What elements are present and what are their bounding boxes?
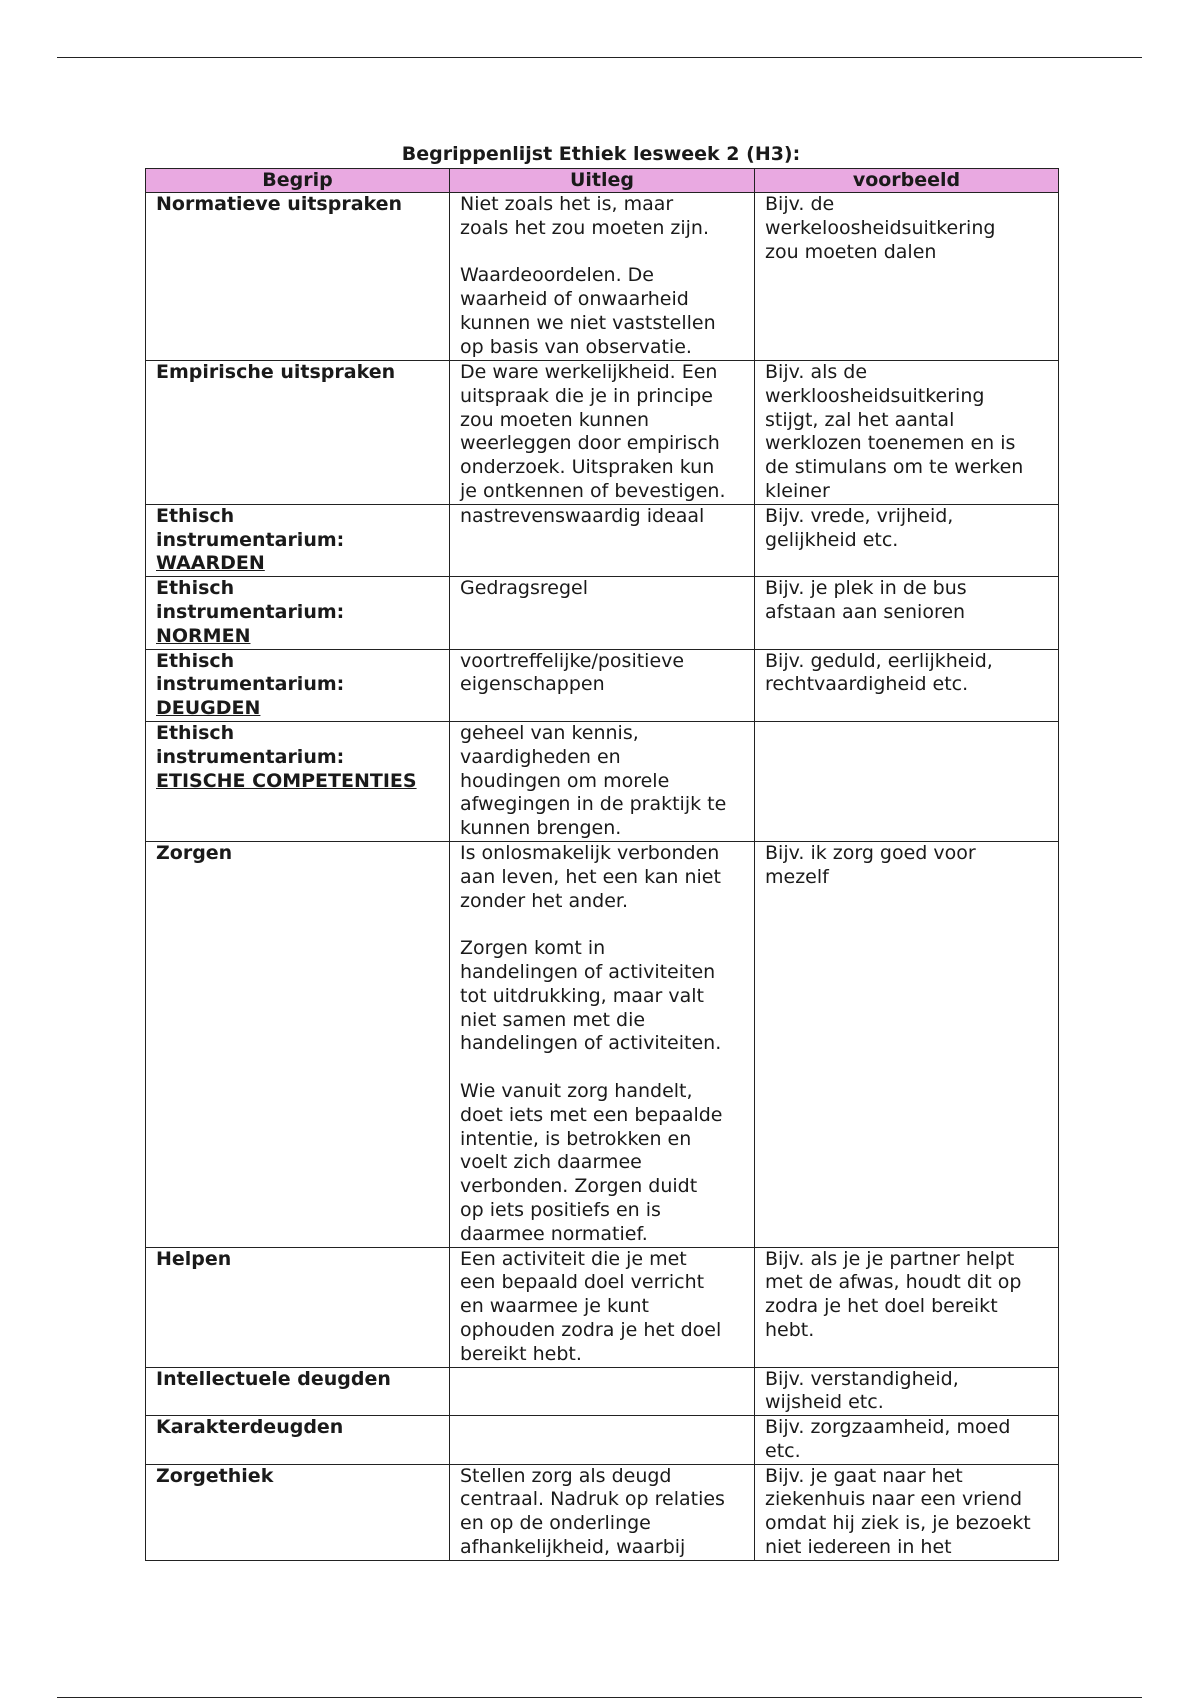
table-row (146, 577, 1059, 649)
voorbeeld-cell: Bijv. de werkeloosheidsuitkering zou moeten dalen (755, 193, 1059, 361)
term-cell (146, 649, 450, 721)
term-text: Normatieve uitspraken (156, 193, 403, 215)
table-row (146, 1247, 1059, 1367)
term-emphasis: ETISCHE COMPETENTIES (156, 769, 417, 792)
uitleg-cell: De ware werkelijkheid. Een uitspraak die je in principe zou moeten kunnen weerleggen door empirisch onderzoek. Uitspraken kun je ontkennen of bevestigen. (450, 361, 755, 505)
uitleg-cell: geheel van kennis, vaardigheden en houdingen om morele afwegingen in de praktijk te kunnen brengen. (450, 721, 755, 841)
term-cell (146, 1247, 450, 1367)
term-text: Ethisch instrumentarium: (156, 649, 345, 696)
table-row (146, 1367, 1059, 1416)
term-cell (146, 841, 450, 1247)
term-cell (146, 193, 450, 361)
term-cell (146, 721, 450, 841)
table-row (146, 649, 1059, 721)
uitleg-cell: Gedragsregel (450, 577, 755, 649)
column-header-voorbeeld: voorbeeld (755, 169, 1059, 193)
column-header-uitleg: Uitleg (450, 169, 755, 193)
term-text: Ethisch instrumentarium: (156, 504, 345, 551)
voorbeeld-cell: Bijv. als de werkloosheidsuitkering stijgt, zal het aantal werklozen toenemen en is de stimulans om te werken kleiner (755, 361, 1059, 505)
voorbeeld-cell: Bijv. vrede, vrijheid, gelijkheid etc. (755, 504, 1059, 576)
page-bottom-rule (57, 1697, 1142, 1698)
voorbeeld-cell (755, 721, 1059, 841)
term-emphasis: DEUGDEN (156, 697, 261, 720)
term-cell (146, 504, 450, 576)
table-row (146, 361, 1059, 505)
voorbeeld-cell: Bijv. geduld, eerlijkheid, rechtvaardigheid etc. (755, 649, 1059, 721)
term-cell (146, 1367, 450, 1416)
document-title: Begrippenlijst Ethiek lesweek 2 (H3): (401, 143, 801, 165)
term-text: Zorgen (156, 841, 233, 864)
table-row (146, 841, 1059, 1247)
term-cell (146, 1416, 450, 1465)
table-header-row (146, 169, 1059, 193)
table-row (146, 721, 1059, 841)
term-text: Karakterdeugden (156, 1416, 344, 1439)
table-row (146, 504, 1059, 576)
uitleg-cell (450, 1416, 755, 1465)
term-text: Intellectuele deugden (156, 1367, 391, 1390)
term-emphasis: NORMEN (156, 624, 251, 647)
page-top-rule (57, 57, 1142, 58)
term-text: Ethisch instrumentarium: (156, 577, 345, 623)
table-row (146, 193, 1059, 361)
term-text: Ethisch instrumentarium: (156, 721, 345, 768)
voorbeeld-cell: Bijv. ik zorg goed voor mezelf (755, 841, 1059, 1247)
uitleg-cell (450, 1367, 755, 1416)
voorbeeld-cell: Bijv. als je je partner helpt met de afwas, houdt dit op zodra je het doel bereikt hebt. (755, 1247, 1059, 1367)
voorbeeld-cell: Bijv. verstandigheid, wijsheid etc. (755, 1367, 1059, 1416)
voorbeeld-cell: Bijv. zorgzaamheid, moed etc. (755, 1416, 1059, 1465)
uitleg-cell: Niet zoals het is, maar zoals het zou moeten zijn. Waardeoordelen. De waarheid of onwaarheid kunnen we niet vaststellen op basis van observatie. (450, 193, 755, 361)
term-cell (146, 577, 450, 649)
voorbeeld-cell: Bijv. je gaat naar het ziekenhuis naar een vriend omdat hij ziek is, je bezoekt niet iedereen in het (755, 1464, 1059, 1560)
term-text: Empirische uitspraken (156, 361, 396, 383)
uitleg-cell: nastrevenswaardig ideaal (450, 504, 755, 576)
column-header-begrip: Begrip (146, 169, 450, 193)
uitleg-cell: Een activiteit die je met een bepaald doel verricht en waarmee je kunt ophouden zodra je het doel bereikt hebt. (450, 1247, 755, 1367)
uitleg-cell: voortreffelijke/positieve eigenschappen (450, 649, 755, 721)
table-row (146, 1416, 1059, 1465)
term-cell (146, 1464, 450, 1560)
voorbeeld-cell: Bijv. je plek in de bus afstaan aan senioren (755, 577, 1059, 649)
term-emphasis: WAARDEN (156, 552, 265, 575)
term-text: Zorgethiek (156, 1464, 274, 1487)
term-cell (146, 361, 450, 505)
table-row (146, 1464, 1059, 1560)
uitleg-cell: Is onlosmakelijk verbonden aan leven, het een kan niet zonder het ander. Zorgen komt in handelingen of activiteiten tot uitdrukking, maar valt niet samen met die handelingen of activiteiten. Wie vanuit zorg handelt, doet iets met een bepaalde intentie, is betrokken en voelt zich daarmee verbonden. Zorgen duidt op iets positiefs en is daarmee normatief. (450, 841, 755, 1247)
uitleg-cell: Stellen zorg als deugd centraal. Nadruk op relaties en op de onderlinge afhankelijkheid, waarbij (450, 1464, 755, 1560)
terms-table (145, 168, 1059, 1561)
term-text: Helpen (156, 1247, 232, 1270)
